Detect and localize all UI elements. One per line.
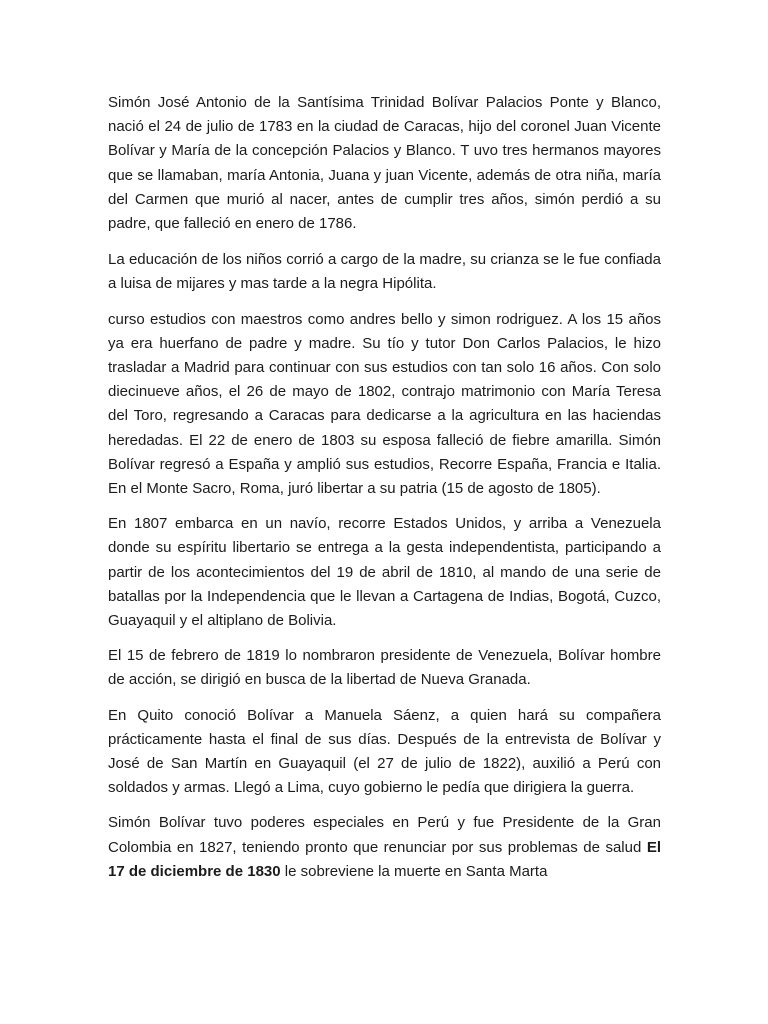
paragraph-education: La educación de los niños corrió a cargo de la madre, su crianza se le fue confiada a luisa de mijares y mas tarde a la negra Hipólita. [108,251,661,293]
death-text-start: Simón Bolívar tuvo poderes especiales en Perú y fue Presidente de la Gran Colombia en 1827, teniendo pronto que renunciar por sus problemas de salud [108,814,661,856]
paragraph-quito: En Quito conoció Bolívar a Manuela Sáenz, a quien hará su compañera prácticamente hasta el final de sus días. Después de la entrevista de Bolívar y José de San Martín en Guayaquil (el 27 de julio de 1822), auxilió a Perú con soldados y armas. Llegó a Lima, cuyo gobierno le pedía que dirigiera la guerra. [108,706,661,797]
paragraph-death [108,811,661,884]
paragraph-independence: En 1807 embarca en un navío, recorre Estados Unidos, y arriba a Venezuela donde su espíritu libertario se entrega a la gesta independentista, participando a partir de los acontecimientos del 19 de abril de 1810, al mando de una serie de batallas por la Independencia que le llevan a Cartagena de Indias, Bogotá, Cuzco, Guayaquil y el altiplano de Bolivia. [108,515,661,630]
death-text-end: le sobreviene la muerte en Santa Marta [280,862,548,880]
death-date: El 17 de diciembre de 1830 [108,838,661,880]
paragraph-presidency: El 15 de febrero de 1819 lo nombraron presidente de Venezuela, Bolívar hombre de acción, se dirigió en busca de la libertad de Nueva Granada. [108,647,661,689]
paragraph-birth: Simón José Antonio de la Santísima Trinidad Bolívar Palacios Ponte y Blanco, nació el 24 de julio de 1783 en la ciudad de Caracas, hijo del coronel Juan Vicente Bolívar y María de la concepción Palacios y Blanco. T uvo tres hermanos mayores que se llamaban, maría Antonia, Juana y juan Vicente, además de otra niña, maría del Carmen que murió al nacer, antes de cumplir tres años, simón perdió a su padre, que falleció en enero de 1786. [108,94,661,233]
paragraph-studies: curso estudios con maestros como andres bello y simon rodriguez. A los 15 años ya era huerfano de padre y madre. Su tío y tutor Don Carlos Palacios, le hizo trasladar a Madrid para continuar con sus estudios con tan solo 16 años. Con solo diecinueve años, el 26 de mayo de 1802, contrajo matrimonio con María Teresa del Toro, regresando a Caracas para dedicarse a la agricultura en las haciendas heredadas. El 22 de enero de 1803 su esposa falleció de fiebre amarilla. Simón Bolívar regresó a España y amplió sus estudios, Recorre España, Francia e Italia. En el Monte Sacro, Roma, juró libertar a su patria (15 de agosto de 1805). [108,310,661,498]
document-page [108,91,661,895]
